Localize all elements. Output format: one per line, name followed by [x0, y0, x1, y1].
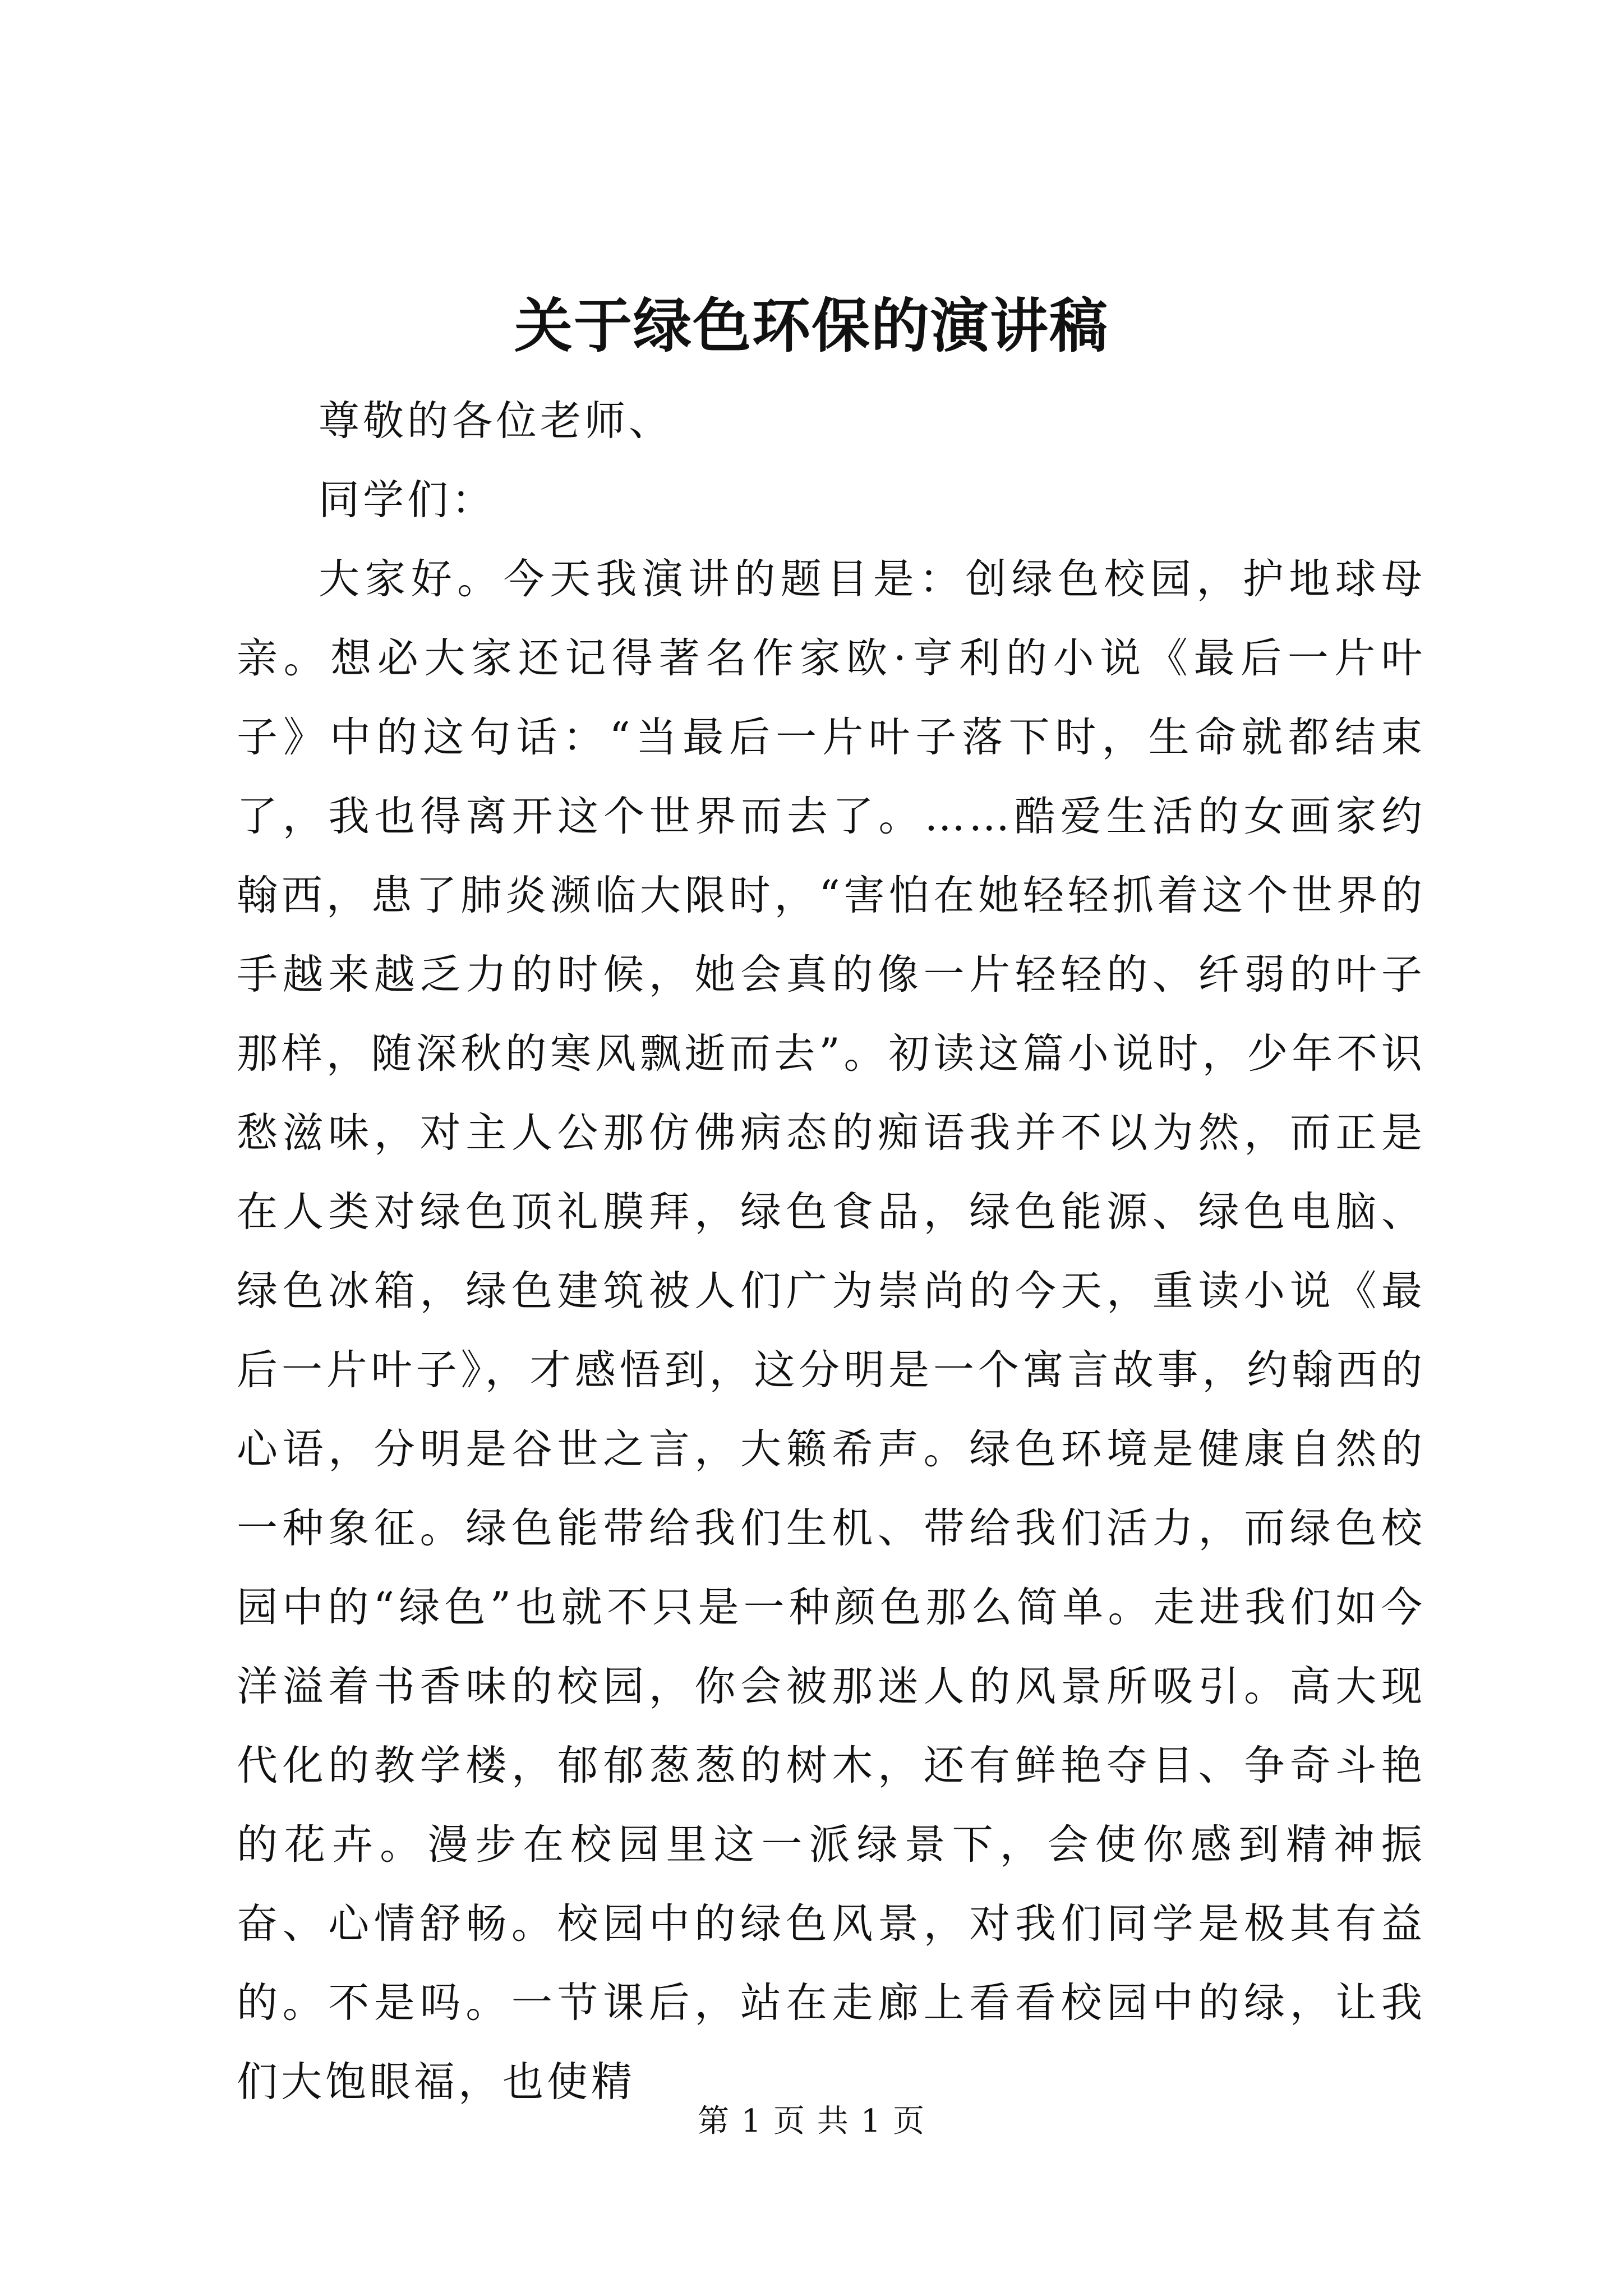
salutation-line-1: 尊敬的各位老师、	[319, 397, 673, 445]
body-paragraph: 大家好。今天我演讲的题目是：创绿色校园，护地球母亲。想必大家还记得著名作家欧·亨利的小说《最后一片叶子》中的这句话：“当最后一片叶子落下时，生命就都结束了，我也得离开这个世界而去了。……酷爱生活的女画家约翰西，患了肺炎濒临大限时，“害怕在她轻轻抓着这个世界的手越来越乏力的时候，她会真的像一片轻轻的、纤弱的叶子那样，随深秋的寒风飘逝而去”。初读这篇小说时，少年不识愁滋味，对主人公那仿佛病态的痴语我并不以为然，而正是在人类对绿色顶礼膜拜，绿色食品，绿色能源、绿色电脑、绿色冰箱，绿色建筑被人们广为崇尚的今天，重读小说《最后一片叶子》，才感悟到，这分明是一个寓言故事，约翰西的心语，分明是谷世之言，大籁希声。绿色环境是健康自然的一种象征。绿色能带给我们生机、带给我们活力，而绿色校园中的“绿色”也就不只是一种颜色那么简单。走进我们如今洋溢着书香味的校园，你会被那迷人的风景所吸引。高大现代化的教学楼，郁郁葱葱的树木，还有鲜艳夺目、争奇斗艳的花卉。漫步在校园里这一派绿景下，会使你感到精神振奋、心情舒畅。校园中的绿色风景，对我们同学是极其有益的。不是吗。一节课后，站在走廊上看看校园中的绿，让我们大饱眼福，也使精	[237, 555, 1426, 2106]
page-number-label: 第 1 页 共 1 页	[697, 2103, 926, 2139]
salutation-line-2: 同学们：	[319, 476, 496, 524]
document-title: 关于绿色环保的演讲稿	[514, 291, 1109, 360]
page-footer	[0, 2099, 1623, 2144]
document-body	[237, 381, 1426, 2122]
